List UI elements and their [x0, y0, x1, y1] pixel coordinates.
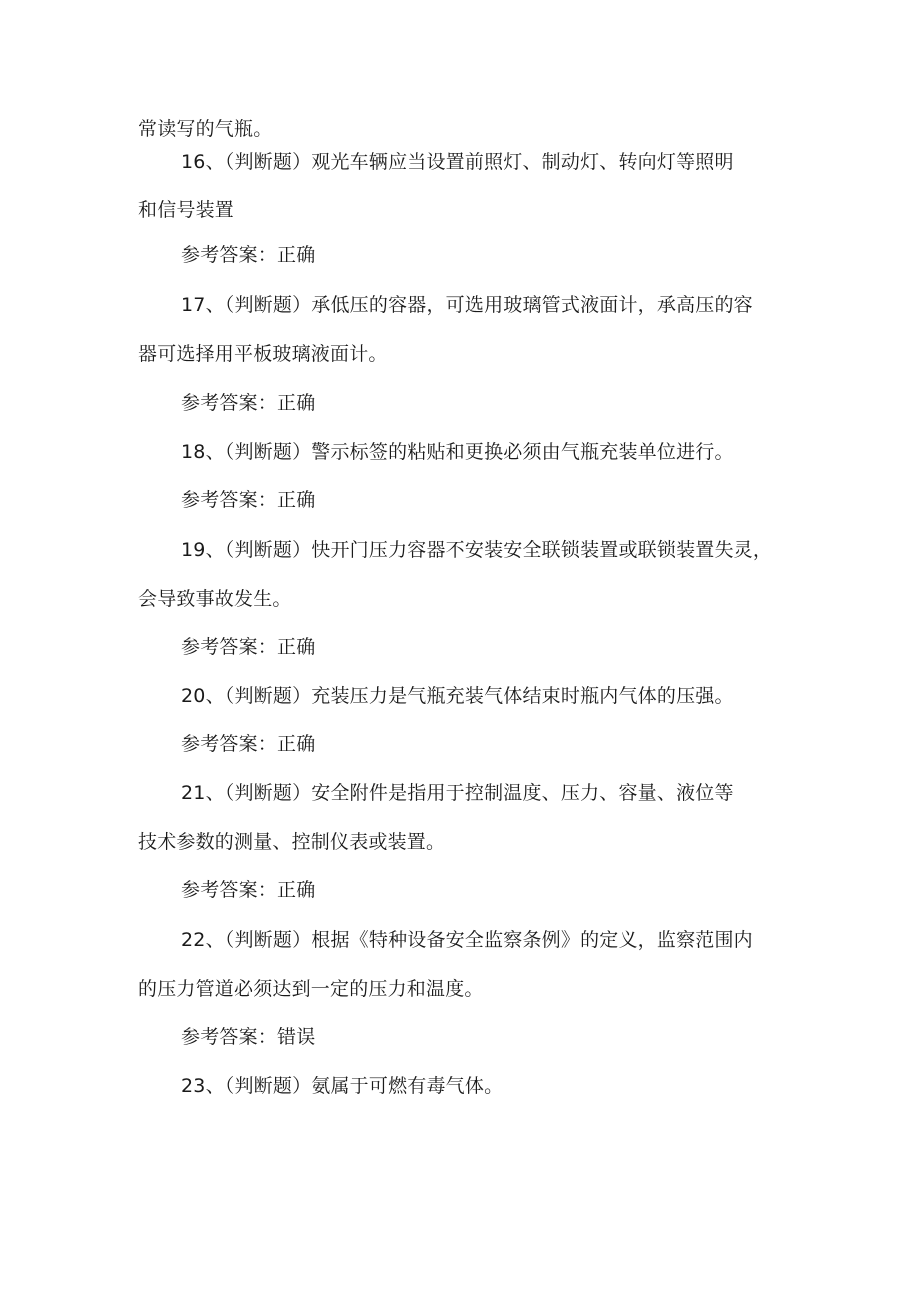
question-19-text: 19、（判断题）快开门压力容器不安装安全联锁装置或联锁装置失灵，	[181, 539, 773, 561]
question-20-text: 20、（判断题）充装压力是气瓶充装气体结束时瓶内气体的压强。	[181, 685, 734, 707]
answer-19: 参考答案：正确	[181, 636, 316, 658]
question-22-text-cont: 的压力管道必须达到一定的压力和温度。	[138, 978, 484, 1000]
answer-22: 参考答案：错误	[181, 1026, 316, 1048]
answer-18: 参考答案：正确	[181, 489, 316, 511]
answer-16: 参考答案：正确	[181, 244, 316, 266]
question-17-text-cont: 器可选择用平板玻璃液面计。	[138, 343, 388, 365]
question-21-text-cont: 技术参数的测量、控制仪表或装置。	[138, 831, 446, 853]
answer-17: 参考答案：正确	[181, 392, 316, 414]
question-22-text: 22、（判断题）根据《特种设备安全监察条例》的定义，监察范围内	[181, 929, 753, 951]
question-19-text-cont: 会导致事故发生。	[138, 588, 292, 610]
answer-20: 参考答案：正确	[181, 733, 316, 755]
question-17-text: 17、（判断题）承低压的容器，可选用玻璃管式液面计，承高压的容	[181, 294, 753, 316]
text-line-continuation: 常读写的气瓶。	[138, 118, 273, 140]
question-21-text: 21、（判断题）安全附件是指用于控制温度、压力、容量、液位等	[181, 782, 734, 804]
question-16-text: 16、（判断题）观光车辆应当设置前照灯、制动灯、转向灯等照明	[181, 151, 734, 173]
question-16-text-cont: 和信号装置	[138, 199, 235, 221]
answer-21: 参考答案：正确	[181, 879, 316, 901]
question-23-text: 23、（判断题）氨属于可燃有毒气体。	[181, 1075, 504, 1097]
question-18-text: 18、（判断题）警示标签的粘贴和更换必须由气瓶充装单位进行。	[181, 441, 734, 463]
